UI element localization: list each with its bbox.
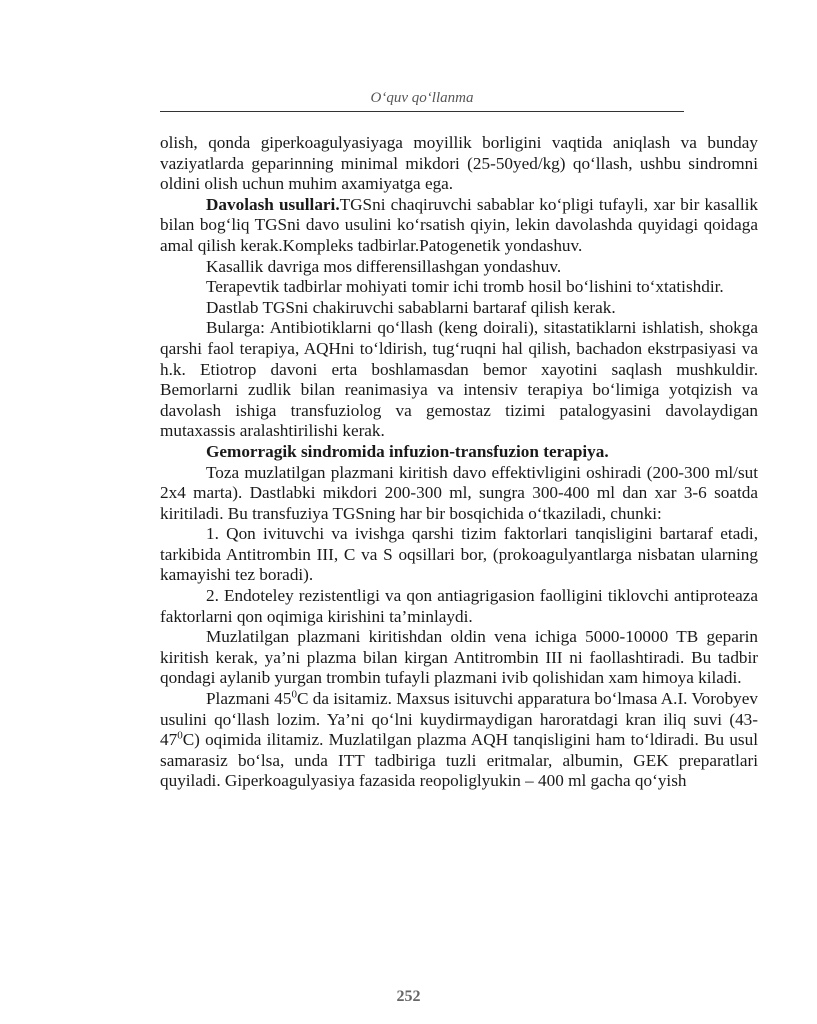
page-number: 252 [396,988,421,1005]
section-heading: Davolash usullari. [206,194,340,214]
paragraph: olish, qonda giperkoagulyasiyaga moyillik borligini vaqtida aniqlash va bunday vaziyatlarda geparinning minimal mikdori (25-50yed/kg) qo‘llash, ushbu sindromni oldini olish uchun muhim axamiyatga ega. [160,133,758,194]
running-header: O‘quv qo‘llanma [370,90,474,106]
paragraph-text: TGSni chaqiruvchi sabablar ko‘pligi tufayli, xar bir kasallik bilan bog‘liq TGSni davo usulini ko‘rsatish qiyin, lekin davolashda quyidagi qoidaga amal qilish kerak.Kompleks tadbirlar.Patogenetik yondashuv. [160,194,758,255]
header-rule [160,111,684,112]
superscript: 0 [291,688,297,701]
paragraph-text: Plazmani 45 [206,689,292,709]
paragraph: Muzlatilgan plazmani kiritishdan oldin vena ichiga 5000-10000 TB geparin kiritish kerak, ya’ni plazma bilan kirgan Antitrombin III ni faollashtiradi. Bu tadbir qondagi aylanib yurgan trombin tufayli plazmani ivib qolishidan xam himoya kiladi. [160,627,758,688]
paragraph: Toza muzlatilgan plazmani kiritish davo effektivligini oshiradi (200-300 ml/sut 2x4 marta). Dastlabki mikdori 200-300 ml, sungra 300-400 ml dan xar 3-6 soatda kiritiladi. Bu transfuziya TGSning har bir bosqichida o‘tkaziladi, chunki: [160,462,758,523]
paragraph: Terapevtik tadbirlar mohiyati tomir ichi tromb hosil bo‘lishini to‘xtatishdir. [206,277,724,297]
list-item: 2. Endoteley rezistentligi va qon antiagrigasion faolligini tiklovchi antiproteaza faktorlarni qon oqimiga kirishini ta’minlaydi. [160,586,758,626]
section-heading: Gemorragik sindromida infuzion-transfuzion terapiya. [206,441,609,461]
list-item: 1. Qon ivituvchi va ivishga qarshi tizim faktorlari tanqisligini bartaraf etadi, tarkibida Antitrombin III, C va S oqsillari bor, (prokoagulyantlarga nisbatan ularning kamayishi tez boradi). [160,524,758,585]
superscript: 0 [177,729,183,742]
paragraph: Bularga: Antibiotiklarni qo‘llash (keng doirali), sitastatiklarni ishlatish, shokga qarshi faol terapiya, AQHni to‘ldirish, tug‘ruqni hal qilish, bachadon ekstrpasiyasi va h.k. Etiotrop davoni erta boshlamasdan bemor xayotini saqlash mushkuldir. Bemorlarni zudlik bilan reanimasiya va intensiv terapiya bo‘limiga yotqizish va davolash ishiga transfuziolog va gemostaz tizimi patalogyasini davolaydigan mutaxassis aralashtirilishi kerak. [160,318,758,441]
paragraph: Kasallik davriga mos differensillashgan yondashuv. [206,256,562,276]
paragraph: Dastlab TGSni chakiruvchi sabablarni bartaraf qilish kerak. [206,297,616,317]
paragraph [160,195,758,257]
page-body [160,133,758,792]
paragraph-text: C) oqimida ilitamiz. Muzlatilgan plazma AQH tanqisligini ham to‘ldiradi. Bu usul samarasiz bo‘lsa, unda ITT tadbiriga tuzli eritmalar, albumin, GEK preparatlari quyiladi. Giperkoagulyasiya fazasida reopoliglyukin – 400 ml gacha qo‘yish [160,730,758,791]
paragraph [160,689,758,792]
paragraph-text: C da isitamiz. Maxsus isituvchi apparatura bo‘lmasa A.I. Vorobyev usulini qo‘llash lozim. Ya’ni qo‘lni kuydirmaydigan haroratdagi kran iliq suvi (43-47 [160,689,758,750]
